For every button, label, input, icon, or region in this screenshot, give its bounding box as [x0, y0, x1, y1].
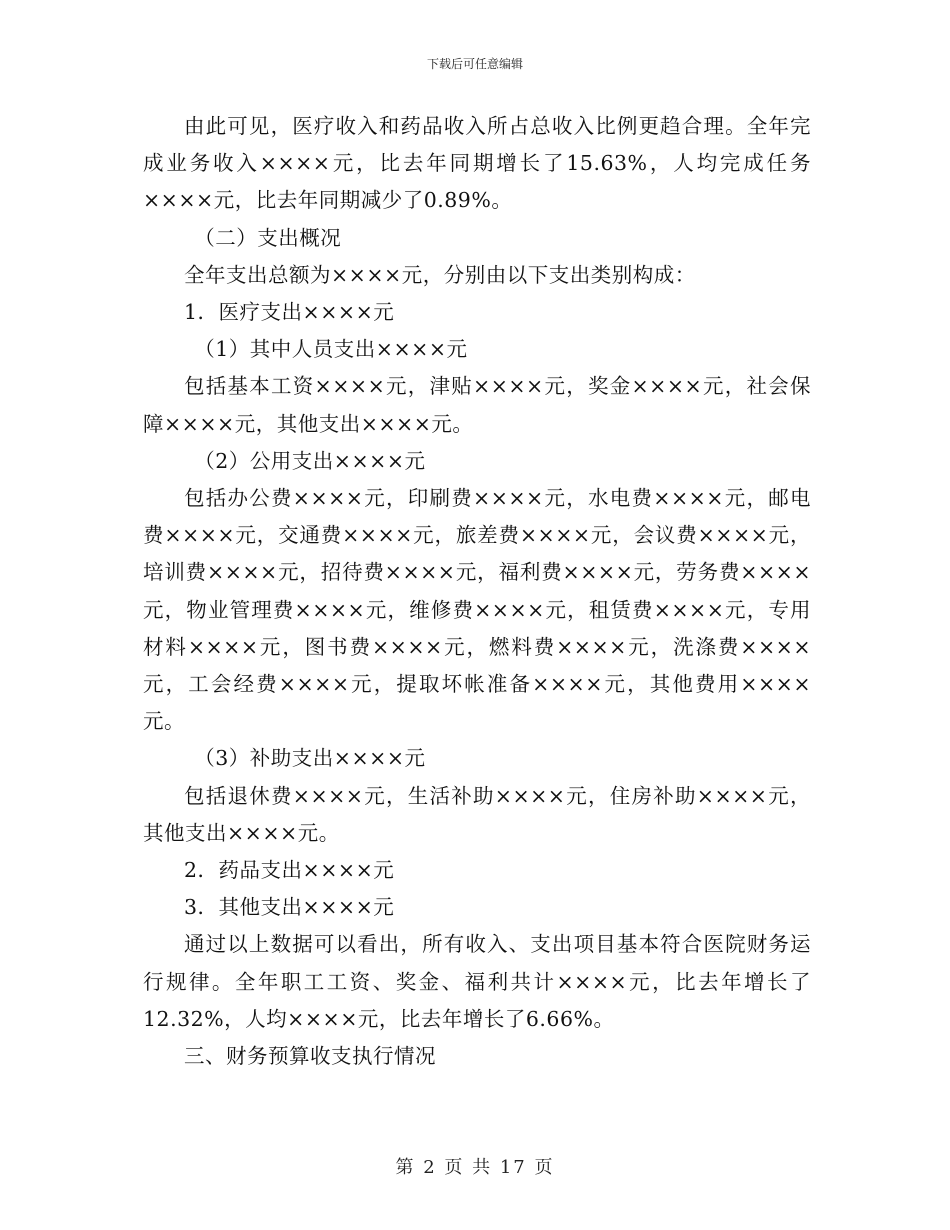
subitem-subsidy-expenditure: （3）补助支出××××元 [194, 746, 426, 771]
paragraph-expenditure-total: 全年支出总额为××××元，分别由以下支出类别构成： [184, 262, 696, 287]
paragraph-subsidy-details: 包括退休费××××元，生活补助××××元，住房补助××××元，其他支出××××元。 [143, 783, 811, 845]
paragraph-income-summary: 由此可见，医疗收入和药品收入所占总收入比例更趋合理。全年完成业务收入××××元，比去年同期增长了15.63%，人均完成任务××××元，比去年同期减少了0.89%。 [143, 114, 811, 213]
item-other-expenditure: 3．其他支出××××元 [184, 895, 395, 920]
page-header-note: 下载后可任意编辑 [426, 57, 523, 71]
section-heading-expenditure: （二）支出概况 [194, 225, 342, 250]
page-number: 第 2 页 共 17 页 [395, 1157, 555, 1178]
paragraph-analysis: 通过以上数据可以看出，所有收入、支出项目基本符合医院财务运行规律。全年职工工资、奖金、福利共计××××元，比去年增长了12.32%，人均××××元，比去年增长了6.66%。 [143, 932, 811, 1031]
paragraph-personnel-details: 包括基本工资××××元，津贴××××元，奖金××××元，社会保障××××元，其他支出××××元。 [143, 374, 811, 436]
section-heading-budget: 三、财务预算收支执行情况 [184, 1044, 436, 1069]
document-body [143, 108, 811, 1075]
subitem-personnel-expenditure: （1）其中人员支出××××元 [194, 337, 468, 362]
subitem-public-expenditure: （2）公用支出××××元 [194, 448, 426, 473]
paragraph-public-details: 包括办公费××××元，印刷费××××元，水电费××××元，邮电费××××元，交通费××××元，旅差费××××元，会议费××××元，培训费××××元，招待费××××元，福利费××××元，劳务费××××元，物业管理费××××元，维修费××××元，租赁费××××元，专用材料××××元，图书费××××元，燃料费××××元，洗涤费××××元，工会经费××××元，提取坏帐准备××××元，其他费用××××元。 [143, 486, 811, 734]
item-medical-expenditure: 1．医疗支出××××元 [184, 300, 395, 325]
item-drug-expenditure: 2．药品支出××××元 [184, 858, 395, 883]
